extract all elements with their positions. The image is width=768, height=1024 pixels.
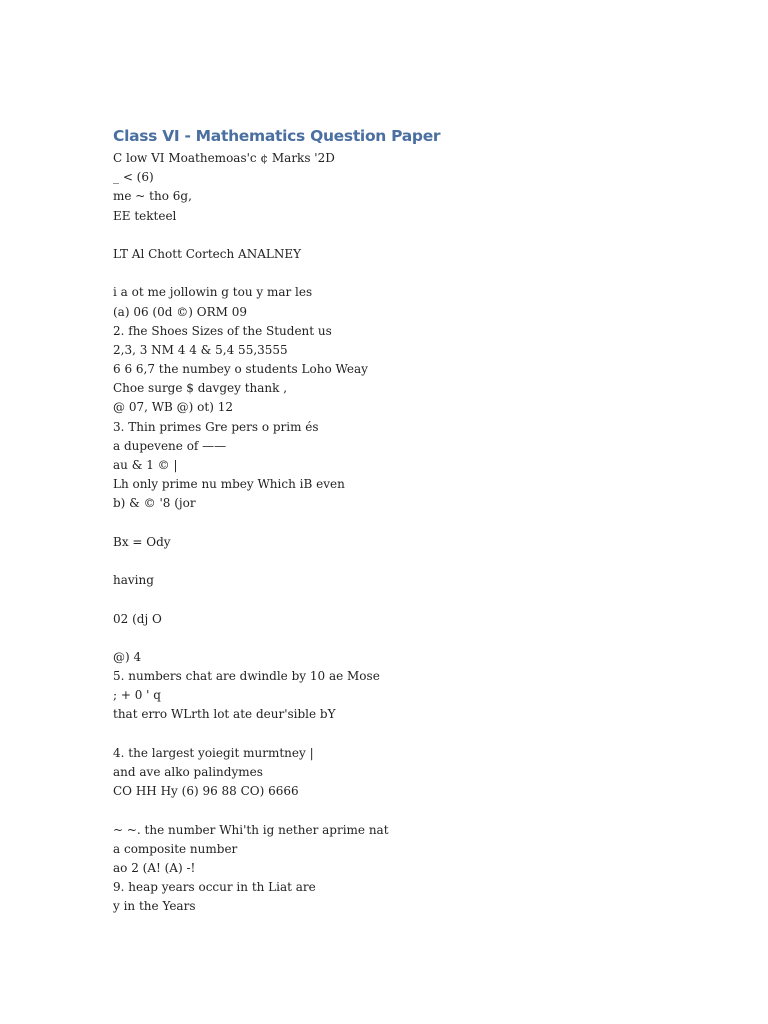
text-line: 5. numbers chat are dwindle by 10 ae Mose — [113, 669, 380, 684]
text-line — [113, 590, 733, 609]
text-line — [113, 264, 733, 283]
text-line: ao 2 (A! (A) -! — [113, 860, 196, 875]
text-line: 4. the largest yoiegit murmtney | — [113, 745, 314, 760]
text-line — [113, 801, 733, 820]
text-line: Choe surge $ davgey thank , — [113, 381, 288, 396]
text-line: 9. heap years occur in th Liat are — [113, 880, 316, 895]
text-line: au & 1 © | — [113, 458, 178, 472]
text-line: 6 6 6,7 the numbey o students Loho Weay — [113, 362, 368, 377]
text-line: EE tekteel — [113, 208, 177, 223]
text-line: C low VI Moathemoas'c ¢ Marks '2D — [113, 151, 335, 165]
text-line: (a) 06 (0d ©) ORM 09 — [113, 304, 247, 319]
text-line: i a ot me jollowin g tou y mar les — [113, 285, 313, 300]
text-line: a composite number — [113, 841, 238, 856]
text-line: ~ ~. the number Whi'th ig nether aprime nat — [113, 822, 389, 837]
document-body — [113, 149, 733, 917]
text-line: 2. fhe Shoes Sizes of the Student us — [113, 323, 332, 338]
text-line: Lh only prime nu mbey Which iB even — [113, 477, 345, 492]
text-line: 3. Thin primes Gre pers o prim és — [113, 419, 319, 434]
text-line: @ 07, WB @) ot) 12 — [113, 400, 233, 415]
text-line: and ave alko palindymes — [113, 765, 263, 779]
text-line: LT Al Chott Cortech ANALNEY — [113, 246, 302, 261]
document-title: Class VI - Mathematics Question Paper — [113, 127, 441, 145]
text-line: me ~ tho 6g, — [113, 189, 192, 204]
text-line: Bx = Ody — [113, 534, 171, 549]
text-line: that erro WLrth lot ate deur'sible bY — [113, 707, 336, 722]
text-line — [113, 514, 733, 533]
text-line — [113, 226, 733, 245]
text-line: having — [113, 573, 154, 588]
text-line: b) & © '8 (jor — [113, 496, 196, 511]
text-line — [113, 725, 733, 744]
text-line — [113, 552, 733, 571]
text-line: 2,3, 3 NM 4 4 & 5,4 55,3555 — [113, 342, 288, 357]
text-line: 02 (dj O — [113, 611, 162, 626]
text-line: a dupevene of —— — [113, 438, 227, 453]
text-line: CO HH Hy (6) 96 88 CO) 6666 — [113, 784, 299, 799]
text-line — [113, 629, 733, 648]
text-line: _ < (6) — [113, 170, 154, 185]
text-line: ; + 0 ' q — [113, 688, 161, 703]
text-line: @) 4 — [113, 649, 142, 664]
text-line: y in the Years — [113, 899, 196, 914]
